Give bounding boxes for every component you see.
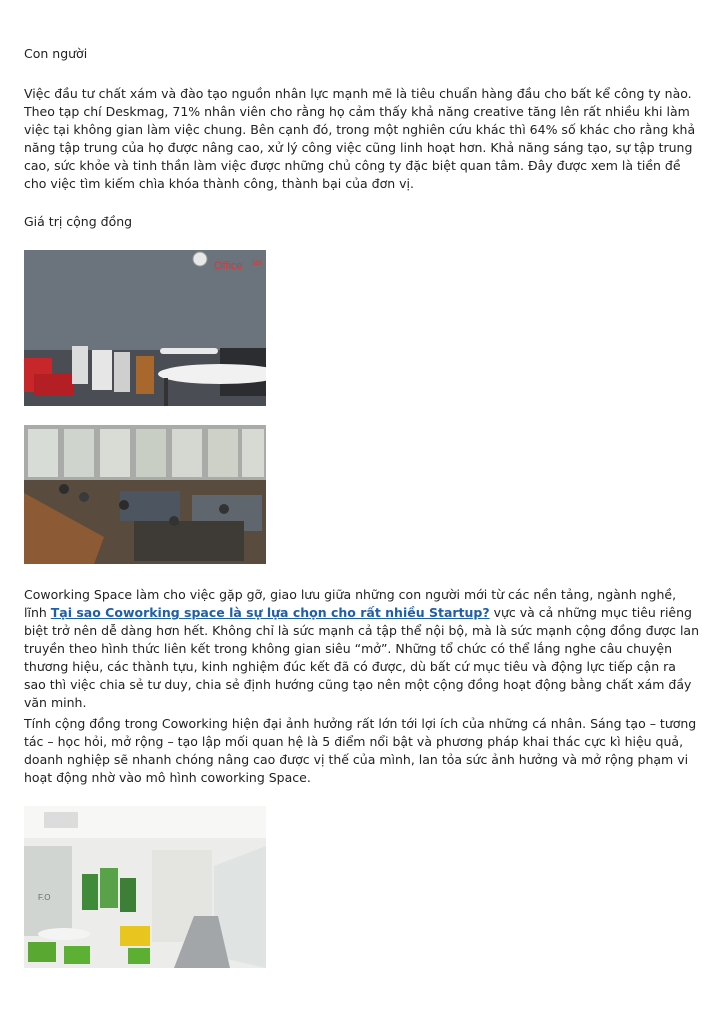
bright-workspace-photo: [24, 806, 266, 968]
coworking-floor-photo: [24, 425, 266, 564]
paragraph-community: Tính cộng đồng trong Coworking hiện đại ảnh hưởng rất lớn tới lợi ích của những cá nhân. Sáng tạo – tương tác – học hỏi, mở rộng – tạo lập mối quan hệ là 5 điểm nổi bật và phương pháp khai thác cực kì hiệu quả, doanh nghiệp sẽ nhanh chóng nâng cao được vị thế của mình, lan tỏa sức ảnh hưởng và mở rộng phạm vi hoạt động nhờ vào mô hình coworking Space.: [24, 716, 697, 785]
heading-people: Con người: [24, 46, 88, 61]
office-lounge-photo: [24, 250, 266, 406]
paragraph-coworking: Coworking Space làm cho việc gặp gỡ, giao lưu giữa những con người mới từ các nền tảng, ngành nghề, lĩnh Tại sao Coworking space là sự lựa chọn cho rất nhiều Startup? vực và cả những mục tiêu riêng biệt trở nên dễ dàng hơn hết. Không chỉ là sức mạnh cả tập thể nội bộ, mà là sức mạnh cộng đồng được lan truyền theo hình thức liên kết trong không gian siêu “mở”. Những tổ chức có thể lắng nghe câu chuyện thương hiệu, các thành tựu, kinh nghiệm đúc kết đã có được, dù bất cứ mục tiêu và động lực tiếp cận ra sao thì việc chia sẻ tư duy, chia sẻ định hướng cũng tạo nên một cộng đồng hoạt động bằng chất xám đầy văn minh.: [24, 587, 699, 710]
office-logo-suffix: 365: [252, 261, 263, 267]
paragraph-people: Việc đầu tư chất xám và đào tạo nguồn nhân lực mạnh mẽ là tiêu chuẩn hàng đầu cho bất kể công ty nào. Theo tạp chí Deskmag, 71% nhân viên cho rằng họ cảm thấy khả năng creative tăng lên rất nhiều khi làm việc tại không gian làm việc chung. Bên cạnh đó, trong một nghiên cứu khác thì 64% số khác cho rằng khả năng tập trung của họ được nâng cao, xử lý công việc cũng linh hoạt hơn. Khả năng sáng tạo, sự tập trung cao, sức khỏe và tinh thần làm việc được những chủ công ty đặc biệt quan tâm. Đây được xem là tiền đề cho việc tìm kiếm chìa khóa thành công, thành bại của đơn vị.: [24, 86, 696, 191]
office-logo: Office: [214, 260, 243, 272]
heading-community: Giá trị cộng đồng: [24, 214, 133, 229]
startup-article-link[interactable]: Tại sao Coworking space là sự lựa chọn cho rất nhiều Startup?: [50, 605, 490, 620]
room-sign: F.O: [38, 893, 51, 902]
